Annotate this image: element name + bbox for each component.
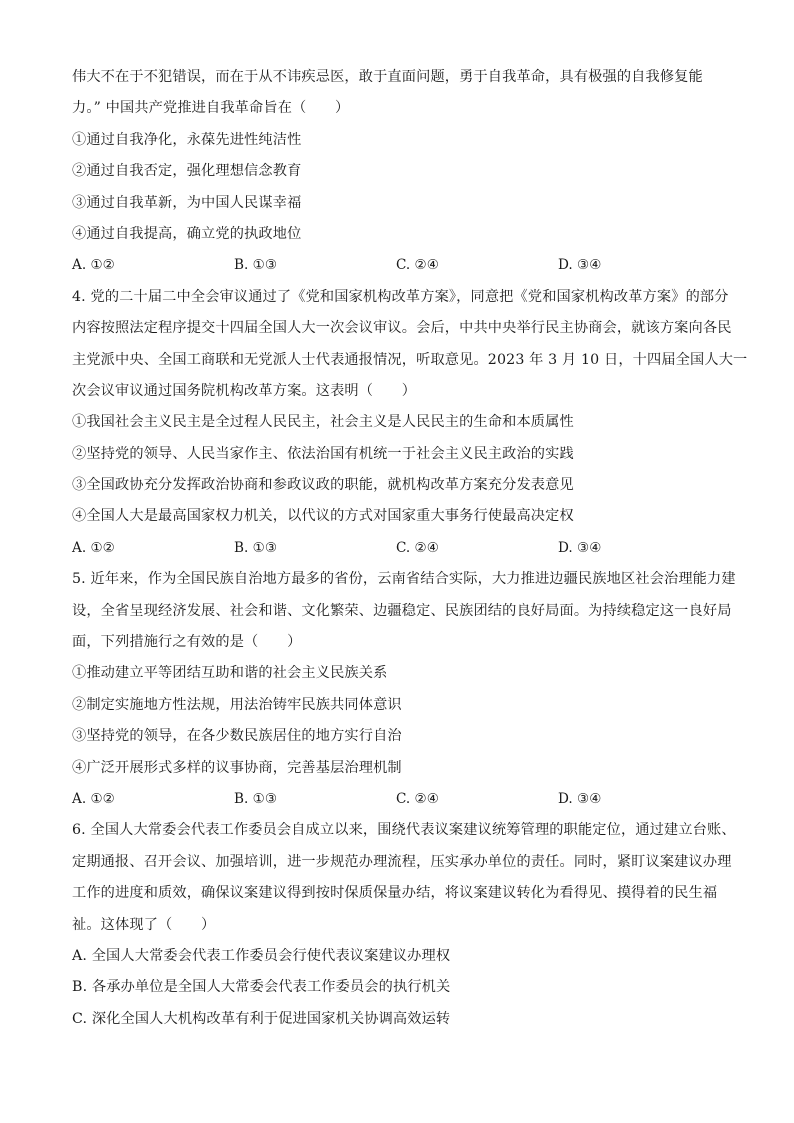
- statement-1: ①我国社会主义民主是全过程人民民主，社会主义是人民民主的生命和本质属性: [72, 414, 574, 431]
- statement-4: ④通过自我提高，确立党的执政地位: [72, 225, 302, 242]
- question-stem-line: 定期通报、召开会议、加强培训，进一步规范办理流程，压实承办单位的责任。同时，紧盯议案建议办理: [72, 853, 732, 870]
- answer-options: [72, 250, 722, 281]
- statement-2: ②坚持党的领导、人民当家作主、依法治国有机统一于社会主义民主政治的实践: [72, 445, 574, 462]
- question-stem-line: 伟大不在于不犯错误，而在于从不讳疾忌医，敢于直面问题，勇于自我革命，具有极强的自我修复能: [72, 69, 703, 85]
- question-5: [72, 564, 736, 815]
- statement-4: ④全国人大是最高国家权力机关，以代议的方式对国家重大事务行使最高决定权: [72, 508, 574, 525]
- option-b: B. ①③: [234, 257, 278, 274]
- question-3: [72, 62, 722, 282]
- choice-c: C. 深化全国人大机构改革有利于促进国家机关协调高效运转: [72, 1010, 451, 1027]
- answer-options: [72, 533, 722, 564]
- question-6: [72, 815, 736, 1035]
- option-c: C. ②④: [396, 539, 439, 556]
- question-stem-line: 5. 近年来，作为全国民族自治地方最多的省份，云南省结合实际，大力推进边疆民族地区社会治理能力建: [72, 571, 736, 588]
- option-a: A. ①②: [72, 257, 115, 274]
- question-stem-line: 次会议审议通过国务院机构改革方案。这表明（ ）: [72, 382, 417, 399]
- statement-1: ①通过自我净化，永葆先进性纯洁性: [72, 131, 302, 148]
- option-b: B. ①③: [234, 790, 278, 807]
- question-stem-line: 4. 党的二十届二中全会审议通过了《党和国家机构改革方案》，同意把《党和国家机构改革方案》的部分: [72, 288, 729, 305]
- statement-3: ③坚持党的领导，在各少数民族居住的地方实行自治: [72, 728, 402, 745]
- question-stem-line: 6. 全国人大常委会代表工作委员会自成立以来，围绕代表议案建议统筹管理的职能定位，通过建立台账、: [72, 822, 736, 839]
- statement-3: ③全国政协充分发挥政治协商和参政议政的职能，就机构改革方案充分发表意见: [72, 477, 574, 494]
- option-d: D. ③④: [558, 257, 602, 274]
- question-stem-line: 祉。这体现了（ ）: [72, 916, 216, 933]
- choice-a: A. 全国人大常委会代表工作委员会行使代表议案建议办理权: [72, 947, 451, 964]
- option-c: C. ②④: [396, 257, 439, 274]
- question-stem-line: 主党派中央、全国工商联和无党派人士代表通报情况，听取意见。2023 年 3 月 10 日，十四届全国人大一: [72, 351, 748, 368]
- statement-3: ③通过自我革新，为中国人民谋幸福: [72, 194, 302, 211]
- statement-1: ①推动建立平等团结互助和谐的社会主义民族关系: [72, 665, 388, 682]
- statement-2: ②制定实施地方性法规，用法治铸牢民族共同体意识: [72, 696, 402, 713]
- question-stem-line: 力。” 中国共产党推进自我革命旨在（ ）: [72, 100, 350, 117]
- option-d: D. ③④: [558, 539, 602, 556]
- option-d: D. ③④: [558, 790, 602, 807]
- question-4: [72, 282, 748, 565]
- question-stem-line: 内容按照法定程序提交十四届全国人大一次会议审议。会后，中共中央举行民主协商会，就该方案向各民: [72, 320, 732, 337]
- option-b: B. ①③: [234, 539, 278, 556]
- option-c: C. ②④: [396, 790, 439, 807]
- option-a: A. ①②: [72, 790, 115, 807]
- option-a: A. ①②: [72, 539, 115, 556]
- statement-2: ②通过自我否定，强化理想信念教育: [72, 163, 302, 180]
- question-stem-line: 设，全省呈现经济发展、社会和谐、文化繁荣、边疆稳定、民族团结的良好局面。为持续稳定这一良好局: [72, 602, 732, 619]
- choice-b: B. 各承办单位是全国人大常委会代表工作委员会的执行机关: [72, 979, 451, 996]
- question-stem-line: 工作的进度和质效，确保议案建议得到按时保质保量办结，将议案建议转化为看得见、摸得着的民生福: [72, 885, 718, 902]
- answer-options: [72, 784, 722, 815]
- question-stem-line: 面，下列措施行之有效的是（ ）: [72, 634, 302, 651]
- statement-4: ④广泛开展形式多样的议事协商，完善基层治理机制: [72, 759, 402, 776]
